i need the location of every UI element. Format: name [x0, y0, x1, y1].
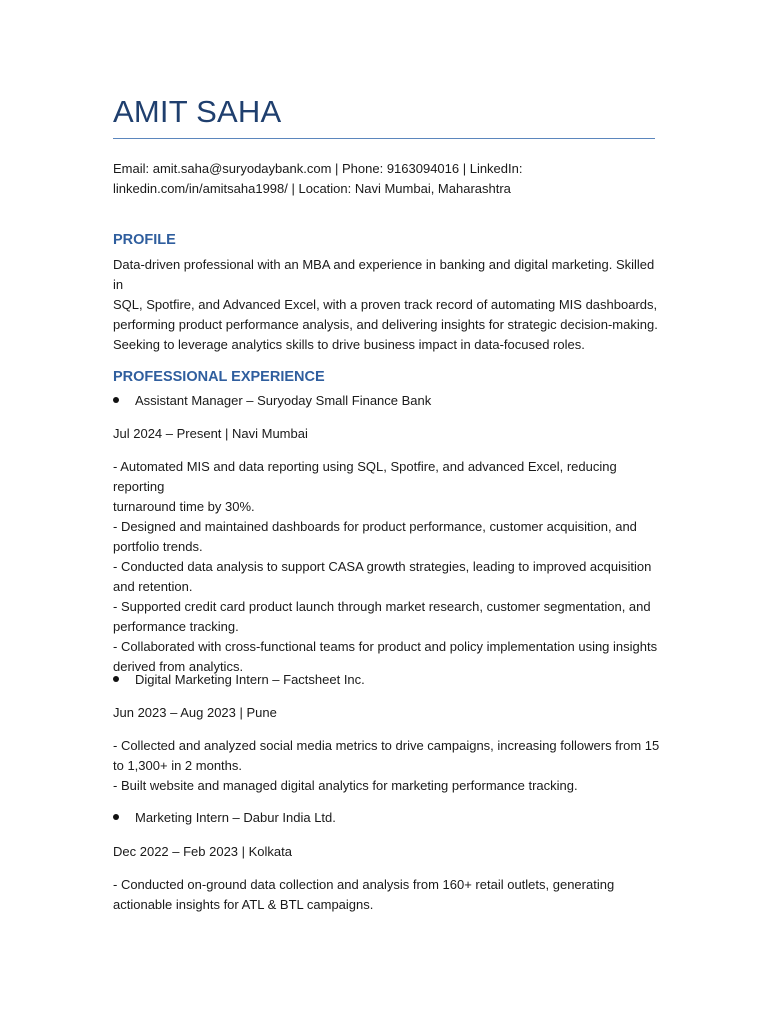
- contact-info: [113, 159, 658, 199]
- candidate-name: AMIT SAHA: [113, 94, 282, 129]
- job-detail-line: actionable insights for ATL & BTL campaigns.: [113, 897, 374, 912]
- job-details: [113, 457, 661, 677]
- job-detail-line: - Automated MIS and data reporting using SQL, Spotfire, and advanced Excel, reducing reporting: [113, 459, 617, 494]
- job-detail-line: - Built website and managed digital analytics for marketing performance tracking.: [113, 778, 578, 793]
- contact-line: linkedin.com/in/amitsaha1998/ | Location: Navi Mumbai, Maharashtra: [113, 181, 511, 196]
- profile-heading: PROFILE: [113, 232, 176, 248]
- job-detail-line: - Supported credit card product launch through market research, customer segmentation, and: [113, 599, 651, 614]
- bullet-icon: [113, 676, 119, 682]
- profile-summary: [113, 255, 661, 355]
- profile-line: SQL, Spotfire, and Advanced Excel, with a proven track record of automating MIS dashboards,: [113, 297, 658, 312]
- job-dates: Jun 2023 – Aug 2023 | Pune: [113, 705, 277, 720]
- job-detail-line: derived from analytics.: [113, 659, 244, 674]
- job-detail-line: - Collected and analyzed social media metrics to drive campaigns, increasing followers from 15: [113, 738, 660, 753]
- contact-line: Email: amit.saha@suryodaybank.com | Phone: 9163094016 | LinkedIn:: [113, 161, 523, 176]
- experience-heading: PROFESSIONAL EXPERIENCE: [113, 369, 325, 385]
- profile-line: Seeking to leverage analytics skills to drive business impact in data-focused roles.: [113, 337, 585, 352]
- job-detail-line: portfolio trends.: [113, 539, 203, 554]
- bullet-icon: [113, 397, 119, 403]
- job-title: Digital Marketing Intern – Factsheet Inc.: [135, 672, 365, 687]
- profile-line: Data-driven professional with an MBA and experience in banking and digital marketing. Skilled in: [113, 257, 655, 292]
- header-divider: [113, 138, 655, 139]
- job-details: [113, 736, 661, 796]
- job-detail-line: - Conducted on-ground data collection and analysis from 160+ retail outlets, generating: [113, 877, 615, 892]
- job-title: Assistant Manager – Suryoday Small Finance Bank: [135, 393, 432, 408]
- job-detail-line: - Collaborated with cross-functional teams for product and policy implementation using insights: [113, 639, 658, 654]
- bullet-icon: [113, 814, 119, 820]
- job-title: Marketing Intern – Dabur India Ltd.: [135, 810, 336, 825]
- job-detail-line: performance tracking.: [113, 619, 239, 634]
- job-detail-line: turnaround time by 30%.: [113, 499, 255, 514]
- job-detail-line: to 1,300+ in 2 months.: [113, 758, 243, 773]
- job-detail-line: - Designed and maintained dashboards for product performance, customer acquisition, and: [113, 519, 637, 534]
- job-details: [113, 875, 661, 915]
- job-dates: Jul 2024 – Present | Navi Mumbai: [113, 426, 308, 441]
- job-dates: Dec 2022 – Feb 2023 | Kolkata: [113, 844, 292, 859]
- job-detail-line: - Conducted data analysis to support CASA growth strategies, leading to improved acquisition: [113, 559, 652, 574]
- profile-line: performing product performance analysis, and delivering insights for strategic decision-making.: [113, 317, 658, 332]
- job-detail-line: and retention.: [113, 579, 193, 594]
